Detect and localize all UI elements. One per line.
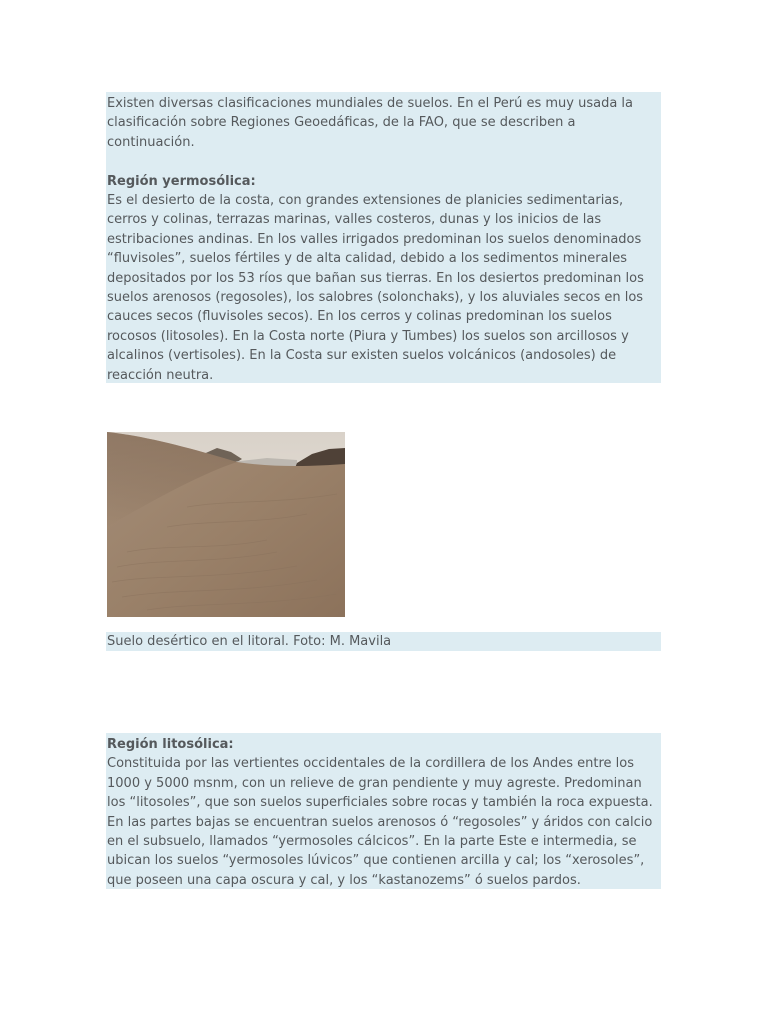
- yermosolica-paragraph: Es el desierto de la costa, con grandes extensiones de planicies sedimentarias, cerros y colinas, terrazas marinas, valles costeros, dunas y los inicios de las estribaciones andinas. En los valles irrigados predominan los suelos denominados “fluvisoles”, suelos fértiles y de alta calidad, debido a los sedimentos minerales depositados por los 53 ríos que bañan sus tierras. En los desiertos predominan los suelos arenosos (regosoles), los salobres (solonchaks), y los aluviales secos en los cauces secos (fluvisoles secos). En los cerros y colinas predominan los suelos rocosos (litosoles). En la Costa norte (Piura y Tumbes) los suelos son arcillosos y alcalinos (vertisoles). En la Costa sur existen suelos volcánicos (andosoles) de reacción neutra.: [107, 193, 644, 383]
- yermosolica-heading: Región yermosólica:: [107, 173, 256, 189]
- litosolica-paragraph: Constituida por las vertientes occidentales de la cordillera de los Andes entre los 1000 y 5000 msnm, con un relieve de gran pendiente y muy agreste. Predominan los “litosoles”, que son suelos superficiales sobre rocas y también la roca expuesta. En las partes bajas se encuentran suelos arenosos ó “regosoles” y áridos con calcio en el subsuelo, llamados “yermosoles cálcicos”. En la parte Este e intermedia, se ubican los suelos “yermosoles lúvicos” que contienen arcilla y cal; los “xerosoles”, que poseen una capa oscura y cal, y los “kastanozems” ó suelos pardos.: [107, 756, 653, 888]
- litosolica-heading: Región litosólica:: [107, 737, 234, 752]
- caption-section: [106, 632, 661, 651]
- photo-caption: Suelo desértico en el litoral. Foto: M. Mavila: [107, 634, 392, 649]
- intro-paragraph: Existen diversas clasificaciones mundiales de suelos. En el Perú es muy usada la clasificación sobre Regiones Geoedáficas, de la FAO, que se describen a continuación.: [107, 96, 634, 150]
- desert-dune-photo: [107, 432, 345, 617]
- litosolica-section: [106, 733, 661, 889]
- intro-section: [106, 92, 661, 383]
- paragraph-gap: [106, 152, 661, 171]
